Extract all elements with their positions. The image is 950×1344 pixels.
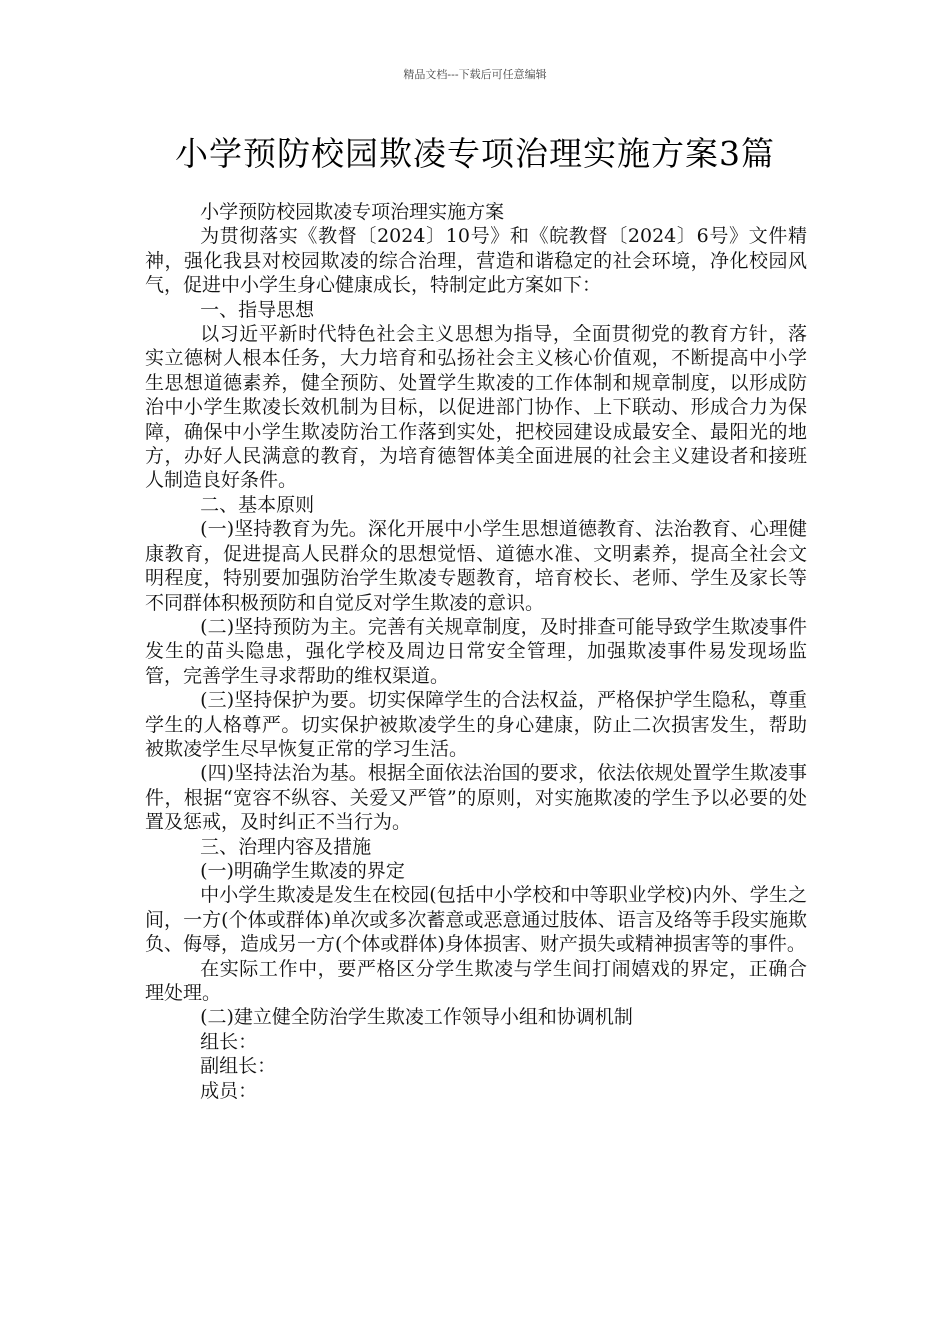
deputy-leader-line: 副组长：	[200, 1055, 277, 1078]
paragraph: (一)坚持教育为先。深化开展中小学生思想道德教育、法治教育、心理健康教育，促进提高人民群众的思想觉悟、道德水准、文明素养，提高全社会文明程度，特别要加强防治学生欺凌专题教育，培育校长、老师、学生及家长等不同群体积极预防和自觉反对学生欺凌的意识。	[145, 518, 807, 614]
section-heading: 二、基本原则	[200, 493, 315, 516]
section-heading: 三、治理内容及措施	[200, 835, 372, 858]
members-line: 成员：	[200, 1079, 258, 1102]
paragraph: 以习近平新时代特色社会主义思想为指导，全面贯彻党的教育方针，落实立德树人根本任务，大力培育和弘扬社会主义核心价值观，不断提高中小学生思想道德素养，健全预防、处置学生欺凌的工作体制和规章制度，以形成防治中小学生欺凌长效机制为目标，以促进部门协作、上下联动、形成合力为保障，确保中小学生欺凌防治工作落到实处，把校园建设成最安全、最阳光的地方，办好人民满意的教育，为培育德智体美全面进展的社会主义建设者和接班人制造良好条件。	[145, 323, 807, 492]
paragraph: (三)坚持保护为要。切实保障学生的合法权益，严格保护学生隐私，尊重学生的人格尊严。切实保护被欺凌学生的身心建康，防止二次损害发生，帮助被欺凌学生尽早恢复正常的学习生活。	[145, 689, 807, 760]
paragraph: 中小学生欺凌是发生在校园(包括中小学校和中等职业学校)内外、学生之间，一方(个体或群体)单次或多次蓄意或恶意通过肢体、语言及络等手段实施欺负、侮辱，造成另一方(个体或群体)身体损害、财产损失或精神损害等的事件。	[145, 884, 807, 956]
document-body	[145, 200, 807, 1103]
document-title: 小学预防校园欺凌专项治理实施方案3篇	[175, 134, 775, 173]
paragraph: (二)坚持预防为主。完善有关规章制度，及时排查可能导致学生欺凌事件发生的苗头隐患，强化学校及周边日常安全管理，加强欺凌事件易发现场监管，完善学生寻求帮助的维权渠道。	[145, 615, 807, 687]
page-header: 精品文档---下载后可任意编辑	[403, 68, 547, 81]
subsection-heading: (二)建立健全防治学生欺凌工作领导小组和协调机制	[200, 1006, 633, 1029]
paragraph: 在实际工作中，要严格区分学生欺凌与学生间打闹嬉戏的界定，正确合理处理。	[145, 957, 807, 1004]
section-heading: 一、指导思想	[200, 298, 315, 321]
subsection-heading: (一)明确学生欺凌的界定	[200, 859, 405, 882]
subtitle-paragraph: 小学预防校园欺凌专项治理实施方案	[200, 201, 505, 223]
leader-line: 组长：	[200, 1030, 258, 1053]
paragraph: (四)坚持法治为基。根据全面依法治国的要求，依法依规处置学生欺凌事件，根据“宽容不纵容、关爱又严管”的原则，对实施欺凌的学生予以必要的处置及惩戒，及时纠正不当行为。	[145, 762, 807, 834]
intro-paragraph: 为贯彻落实《教督〔2024〕10号》和《皖教督〔2024〕6号》文件精神，强化我县对校园欺凌的综合治理，营造和谐稳定的社会环境，净化校园风气，促进中小学生身心健康成长，特制定此方案如下：	[145, 225, 807, 297]
